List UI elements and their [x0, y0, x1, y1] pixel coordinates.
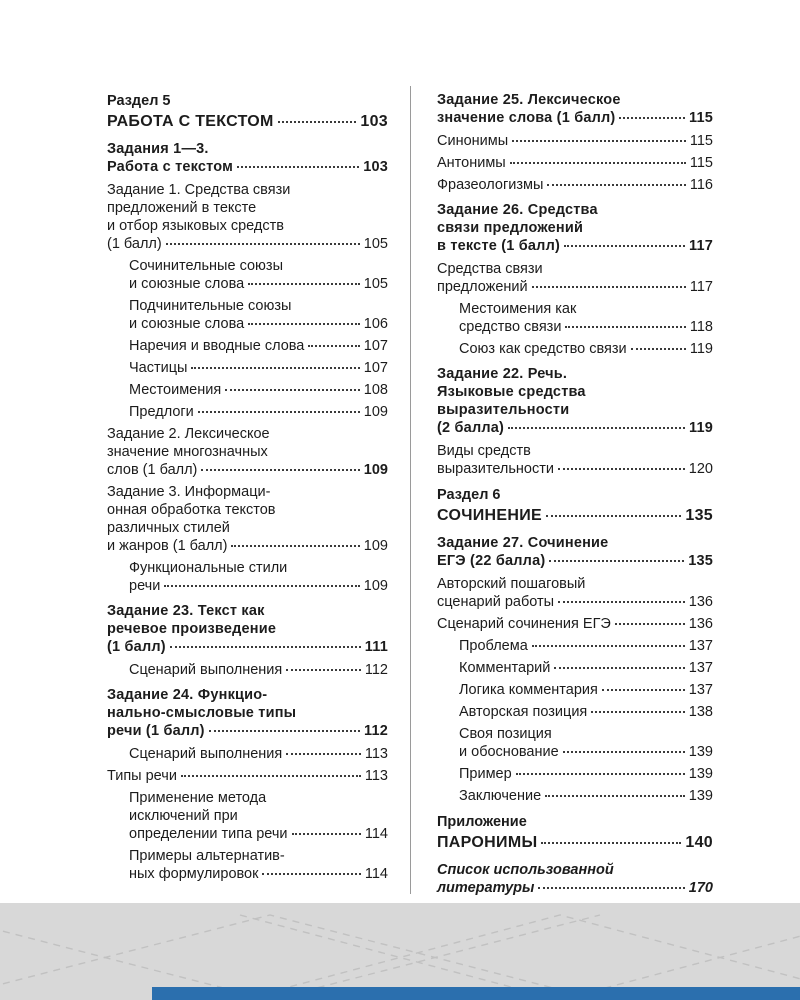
dot-leader	[546, 515, 681, 517]
toc-entry-line	[107, 519, 388, 537]
dot-leader	[209, 730, 360, 732]
toc-entry-line	[129, 825, 388, 843]
toc-entry-text: Фразеологизмы	[437, 177, 544, 193]
dot-leader	[538, 887, 684, 889]
toc-entry-line	[107, 199, 388, 217]
page-number: 139	[688, 744, 713, 760]
toc-entry-text: и союзные слова	[129, 316, 245, 332]
toc-entry-text: и жанров (1 балл)	[107, 538, 228, 554]
toc-entry-line	[107, 638, 388, 656]
toc-entry-text: Применение метода	[129, 790, 267, 806]
toc-entry-text: Синонимы	[437, 133, 509, 149]
page-number: 103	[360, 113, 388, 130]
dot-leader	[549, 560, 684, 562]
toc-entry-line	[437, 486, 713, 504]
page-number: 115	[689, 155, 713, 171]
toc-entry-text: исключений при	[129, 808, 238, 824]
toc-entry	[437, 813, 713, 831]
toc-entry-text: и отбор языковых средств	[107, 218, 284, 234]
page-number: 111	[364, 639, 388, 655]
footer-decorative-band	[0, 903, 800, 1000]
toc-entry	[107, 686, 388, 740]
toc-entry-line	[129, 577, 388, 595]
toc-entry-text: и союзные слова	[129, 276, 245, 292]
toc-entry-line	[459, 340, 713, 358]
toc-entry	[107, 112, 388, 132]
toc-entry-line	[107, 704, 388, 722]
toc-entry-line	[437, 506, 713, 526]
page-number: 115	[689, 110, 713, 126]
toc-entry-text: Подчинительные союзы	[129, 298, 292, 314]
toc-entry	[437, 725, 713, 761]
toc-entry	[107, 381, 388, 399]
page-number: 109	[363, 404, 388, 420]
toc-entry	[107, 425, 388, 479]
toc-entry-line	[437, 593, 713, 611]
page-number: 106	[363, 316, 388, 332]
toc-entry-line	[437, 833, 713, 853]
toc-entry-line	[107, 461, 388, 479]
toc-entry	[107, 847, 388, 883]
toc-entry-line	[437, 109, 713, 127]
toc-entry-text: Задание 23. Текст как	[107, 603, 265, 619]
toc-entry-text: нально-смысловые типы	[107, 705, 297, 721]
toc-entry-text: Антонимы	[437, 155, 506, 171]
dot-leader	[510, 162, 686, 164]
page-number: 105	[363, 236, 388, 252]
toc-entry-text: в тексте (1 балл)	[437, 238, 561, 254]
toc-entry-text: (2 балла)	[437, 420, 505, 436]
toc-entry-line	[129, 559, 388, 577]
toc-entry-text: Заключение	[459, 788, 542, 804]
toc-entry-text: Авторская позиция	[459, 704, 588, 720]
toc-entry	[107, 140, 388, 176]
page-number: 136	[688, 594, 713, 610]
page-number: 108	[363, 382, 388, 398]
dot-leader	[563, 751, 685, 753]
toc-entry-text: слов (1 балл)	[107, 462, 198, 478]
toc-entry-text: Своя позиция	[459, 726, 552, 742]
page-number: 115	[689, 133, 713, 149]
dot-leader	[558, 468, 685, 470]
toc-entry-text: Примеры альтернатив-	[129, 848, 285, 864]
toc-entry-line	[129, 257, 388, 275]
toc-entry-line	[459, 659, 713, 677]
toc-entry-line	[129, 403, 388, 421]
page-number: 107	[363, 338, 388, 354]
page-number: 136	[688, 616, 713, 632]
dot-leader	[532, 286, 686, 288]
toc-entry	[107, 789, 388, 843]
dot-leader	[237, 166, 359, 168]
toc-entry-text: Сценарий выполнения	[129, 662, 283, 678]
dot-leader	[541, 842, 681, 844]
dot-leader	[615, 623, 685, 625]
toc-entry-line	[107, 602, 388, 620]
toc-entry	[107, 403, 388, 421]
toc-entry-line	[437, 861, 713, 879]
toc-entry-text: значение слова (1 балл)	[437, 110, 616, 126]
toc-entry	[437, 365, 713, 437]
toc-entry-line	[437, 442, 713, 460]
dot-leader	[292, 833, 361, 835]
toc-entry-text: Работа с текстом	[107, 159, 234, 175]
toc-entry-text: ПАРОНИМЫ	[437, 834, 538, 851]
page-number: 116	[689, 177, 713, 193]
page-number: 138	[688, 704, 713, 720]
toc-entry-text: Раздел 5	[107, 93, 171, 109]
toc-entry-text: Функциональные стили	[129, 560, 288, 576]
toc-entry-text: Задания 1—3.	[107, 141, 209, 157]
toc-entry-text: ных формулировок	[129, 866, 259, 882]
toc-entry-line	[129, 337, 388, 355]
dot-leader	[565, 326, 685, 328]
toc-entry-line	[437, 879, 713, 897]
dot-leader	[558, 601, 685, 603]
toc-entry-line	[107, 501, 388, 519]
page-number: 135	[688, 553, 713, 569]
toc-entry-line	[107, 140, 388, 158]
toc-entry-text: определении типа речи	[129, 826, 288, 842]
toc-entry-text: предложений в тексте	[107, 200, 257, 216]
toc-entry	[437, 300, 713, 336]
toc-entry-text: речи	[129, 578, 161, 594]
toc-entry-text: Сценарий сочинения ЕГЭ	[437, 616, 611, 632]
toc-entry	[437, 615, 713, 633]
dot-leader	[602, 689, 685, 691]
toc-entry-line	[437, 534, 713, 552]
toc-entry-text: Задание 27. Сочинение	[437, 535, 609, 551]
toc-entry-line	[459, 703, 713, 721]
page-number: 137	[688, 638, 713, 654]
toc-entry	[107, 559, 388, 595]
toc-entry-text: Список использованной	[437, 862, 614, 878]
page-number: 112	[364, 723, 388, 739]
toc-entry	[107, 483, 388, 555]
toc-entry-line	[107, 92, 388, 110]
toc-entry-line	[129, 381, 388, 399]
toc-entry-line	[437, 91, 713, 109]
dot-leader	[554, 667, 684, 669]
toc-entry	[437, 703, 713, 721]
dot-leader	[170, 646, 361, 648]
dot-leader	[191, 367, 359, 369]
toc-entry-line	[437, 237, 713, 255]
toc-entry-text: выразительности	[437, 461, 554, 477]
toc-entry-line	[437, 419, 713, 437]
page-number: 120	[688, 461, 713, 477]
toc-entry-line	[437, 365, 713, 383]
page-number: 107	[363, 360, 388, 376]
page-number: 137	[688, 660, 713, 676]
dot-leader	[198, 411, 360, 413]
toc-entry-line	[459, 681, 713, 699]
toc-entry-line	[129, 359, 388, 377]
page-number: 140	[685, 834, 713, 851]
toc-entry-text: Задание 1. Средства связи	[107, 182, 291, 198]
toc-entry-line	[107, 686, 388, 704]
toc-entry-text: Типы речи	[107, 768, 177, 784]
toc-entry-line	[437, 383, 713, 401]
toc-entry-text: Местоимения как	[459, 301, 577, 317]
dot-leader	[308, 345, 359, 347]
toc-entry-text: выразительности	[437, 402, 570, 418]
toc-entry-line	[107, 620, 388, 638]
toc-entry-line	[129, 847, 388, 865]
toc-entry-line	[459, 300, 713, 318]
toc-entry-text: Авторский пошаговый	[437, 576, 586, 592]
toc-entry	[437, 659, 713, 677]
toc-entry-line	[129, 315, 388, 333]
toc-entry-line	[129, 807, 388, 825]
toc-entry-text: речевое произведение	[107, 621, 277, 637]
page-number: 114	[364, 866, 388, 882]
page-number: 103	[363, 159, 388, 175]
toc-entry-text: Задание 3. Информаци-	[107, 484, 271, 500]
toc-entry-line	[437, 176, 713, 194]
page-number: 109	[363, 462, 388, 478]
dot-leader	[286, 753, 361, 755]
toc-entry-text: Языковые средства	[437, 384, 586, 400]
toc-entry	[437, 486, 713, 504]
toc-entry-line	[107, 235, 388, 253]
toc-entry-text: Проблема	[459, 638, 528, 654]
toc-entry-line	[129, 661, 388, 679]
toc-entry	[437, 154, 713, 172]
toc-entry-line	[129, 297, 388, 315]
toc-entry-text: онная обработка текстов	[107, 502, 276, 518]
dot-leader	[248, 283, 360, 285]
toc-entry-text: Задание 2. Лексическое	[107, 426, 270, 442]
toc-entry-text: Наречия и вводные слова	[129, 338, 305, 354]
dot-leader	[564, 245, 685, 247]
toc-entry-line	[437, 401, 713, 419]
toc-entry	[107, 359, 388, 377]
toc-entry-text: Задание 24. Функцио-	[107, 687, 268, 703]
toc-entry-text: Местоимения	[129, 382, 222, 398]
toc-entry-line	[107, 217, 388, 235]
toc-entry-text: значение многозначных	[107, 444, 268, 460]
toc-entry-text: Средства связи	[437, 261, 543, 277]
toc-entry	[437, 765, 713, 783]
page-number: 139	[688, 788, 713, 804]
toc-entry-text: Сочинительные союзы	[129, 258, 283, 274]
dot-leader	[286, 669, 361, 671]
toc-entry-text: различных стилей	[107, 520, 230, 536]
toc-entry-text: Предлоги	[129, 404, 194, 420]
dot-leader	[278, 121, 357, 123]
toc-entry-text: (1 балл)	[107, 236, 162, 252]
toc-entry-text: Задание 25. Лексическое	[437, 92, 621, 108]
dot-leader	[512, 140, 686, 142]
toc-entry-text: Логика комментария	[459, 682, 598, 698]
toc-entry	[107, 337, 388, 355]
toc-entry-line	[459, 725, 713, 743]
toc-entry-line	[437, 219, 713, 237]
dot-leader	[508, 427, 685, 429]
toc-entry-line	[437, 154, 713, 172]
page-number: 113	[364, 768, 388, 784]
page-number: 119	[689, 420, 713, 436]
toc-entry-text: Задание 22. Речь.	[437, 366, 568, 382]
toc-entry-text: Приложение	[437, 814, 527, 830]
dot-leader	[166, 243, 360, 245]
toc-entry-line	[437, 460, 713, 478]
toc-entry-line	[437, 615, 713, 633]
footer-diamond-pattern	[0, 903, 800, 1000]
toc-entry-line	[459, 765, 713, 783]
dot-leader	[201, 469, 359, 471]
page-number: 117	[689, 279, 713, 295]
toc-entry	[437, 132, 713, 150]
toc-entry-line	[437, 552, 713, 570]
toc-entry	[437, 340, 713, 358]
toc-entry-text: Сценарий выполнения	[129, 746, 283, 762]
toc-entry-text: Частицы	[129, 360, 188, 376]
dot-leader	[516, 773, 685, 775]
toc-entry-line	[107, 425, 388, 443]
toc-entry-line	[459, 787, 713, 805]
toc-entry-text: Пример	[459, 766, 512, 782]
toc-entry-text: (1 балл)	[107, 639, 166, 655]
toc-entry-text: средство связи	[459, 319, 562, 335]
toc-entry-line	[107, 443, 388, 461]
toc-entry-line	[107, 767, 388, 785]
page-number: 114	[364, 826, 388, 842]
toc-entry-text: Задание 26. Средства	[437, 202, 598, 218]
toc-entry	[437, 176, 713, 194]
toc-entry-text: Союз как средство связи	[459, 341, 627, 357]
toc-entry-text: литературы	[437, 880, 535, 896]
dot-leader	[591, 711, 685, 713]
page-number: 105	[363, 276, 388, 292]
toc-entry	[437, 534, 713, 570]
page-number: 109	[363, 538, 388, 554]
toc-entry-line	[129, 745, 388, 763]
toc-entry-text: предложений	[437, 279, 528, 295]
footer-blue-bar	[152, 987, 800, 1000]
toc-entry	[107, 257, 388, 293]
toc-entry	[437, 506, 713, 526]
toc-entry-text: речи (1 балл)	[107, 723, 205, 739]
toc-entry-line	[437, 813, 713, 831]
toc-entry-line	[459, 637, 713, 655]
toc-entry-line	[129, 275, 388, 293]
toc-entry	[107, 602, 388, 656]
dot-leader	[225, 389, 360, 391]
toc-entry	[107, 181, 388, 253]
dot-leader	[248, 323, 360, 325]
toc-entry	[437, 787, 713, 805]
toc-entry-line	[107, 483, 388, 501]
toc-entry-text: Комментарий	[459, 660, 551, 676]
toc-entry-line	[129, 789, 388, 807]
dot-leader	[545, 795, 685, 797]
dot-leader	[619, 117, 685, 119]
toc-entry-line	[107, 158, 388, 176]
toc-entry-line	[437, 132, 713, 150]
dot-leader	[547, 184, 685, 186]
toc-entry-line	[459, 318, 713, 336]
page-number: 118	[689, 319, 713, 335]
column-divider	[410, 86, 411, 894]
toc-entry-text: Раздел 6	[437, 487, 501, 503]
toc-column-right	[437, 84, 713, 901]
toc-entry	[107, 92, 388, 110]
page-number: 170	[688, 880, 713, 896]
dot-leader	[181, 775, 361, 777]
page-number: 135	[685, 507, 713, 524]
toc-entry	[437, 861, 713, 897]
toc-entry	[437, 201, 713, 255]
toc-entry-text: ЕГЭ (22 балла)	[437, 553, 546, 569]
toc-column-left	[107, 84, 388, 887]
toc-entry	[107, 745, 388, 763]
page-number: 109	[363, 578, 388, 594]
toc-entry	[437, 637, 713, 655]
toc-entry-line	[107, 181, 388, 199]
toc-entry-line	[129, 865, 388, 883]
dot-leader	[532, 645, 685, 647]
toc-entry-text: и обоснование	[459, 744, 559, 760]
toc-entry-line	[437, 260, 713, 278]
toc-entry	[437, 833, 713, 853]
toc-entry-text: сценарий работы	[437, 594, 555, 610]
toc-entry	[437, 681, 713, 699]
toc-entry-text: Виды средств	[437, 443, 531, 459]
toc-entry-line	[107, 722, 388, 740]
dot-leader	[231, 545, 359, 547]
page-number: 139	[688, 766, 713, 782]
toc-entry	[437, 260, 713, 296]
page-number: 112	[364, 662, 388, 678]
toc-entry-line	[459, 743, 713, 761]
toc-entry-line	[437, 278, 713, 296]
toc-entry	[437, 442, 713, 478]
dot-leader	[164, 585, 359, 587]
toc-entry-text: связи предложений	[437, 220, 584, 236]
toc-entry-line	[107, 112, 388, 132]
toc-entry-line	[437, 575, 713, 593]
toc-entry	[437, 575, 713, 611]
toc-entry	[107, 661, 388, 679]
toc-entry	[437, 91, 713, 127]
page-number: 137	[688, 682, 713, 698]
toc-entry	[107, 297, 388, 333]
toc-entry-text: РАБОТА С ТЕКСТОМ	[107, 113, 274, 130]
toc-entry-line	[107, 537, 388, 555]
dot-leader	[262, 873, 360, 875]
toc-entry-line	[437, 201, 713, 219]
page-number: 113	[364, 746, 388, 762]
toc-entry-text: СОЧИНЕНИЕ	[437, 507, 542, 524]
dot-leader	[631, 348, 686, 350]
page-number: 119	[689, 341, 713, 357]
page-number: 117	[689, 238, 713, 254]
toc-entry	[107, 767, 388, 785]
